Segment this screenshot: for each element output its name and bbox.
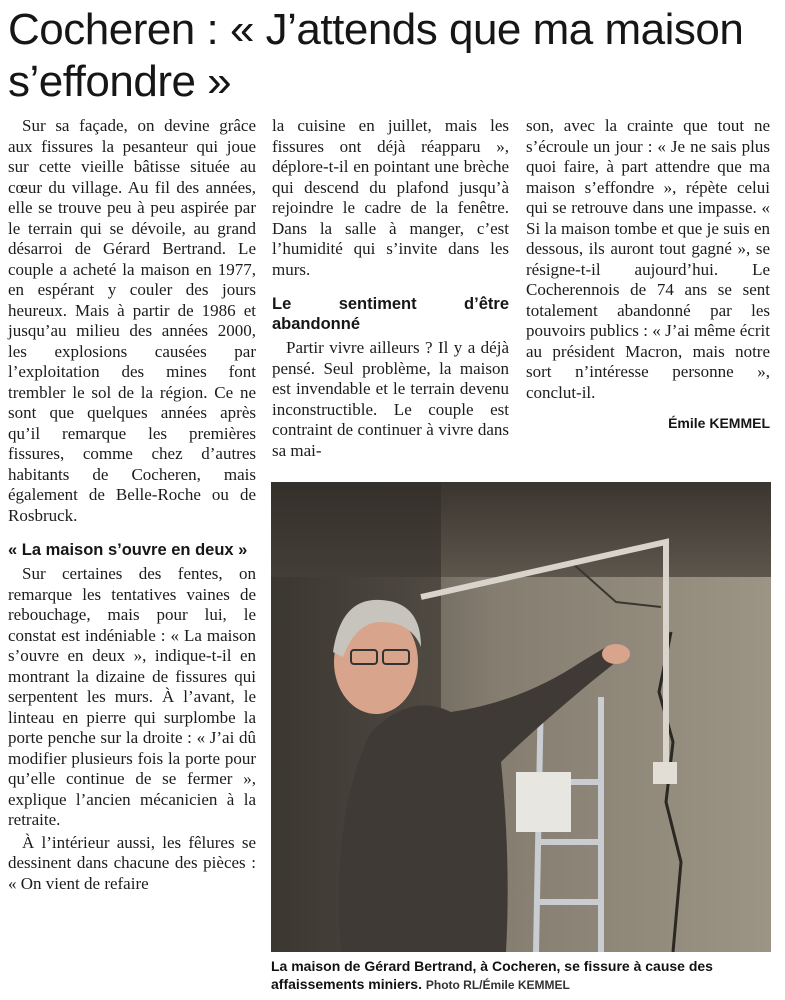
subheading: Le sentiment d’être abandonné <box>272 295 509 333</box>
photo-caption <box>271 957 771 994</box>
paragraph: Sur certaines des fentes, on remarque les tentatives vaines de rebouchage, mais pour lui, le constat est indéniable : « La maison s’ouvre en deux », indique-t-il en montrant la dizaine de fissures qui serpentent les murs. À l’avant, le linteau en pierre qui surplombe la porte penche sur la droite : « J’ai dû modifier plusieurs fois la porte pour qu’elle continue de se fermer », explique l’ancien mécanicien à la retraite. <box>8 564 256 829</box>
article-headline: Cocheren : « J’attends que ma maison s’effondre » <box>8 5 744 106</box>
photo-credit: Photo RL/Émile KEMMEL <box>425 978 570 992</box>
article-column-1 <box>8 116 256 894</box>
article-column-3 <box>526 116 770 434</box>
subheading: « La maison s’ouvre en deux » <box>8 541 248 559</box>
caption-text: La maison de Gérard Bertrand, à Cocheren, se fissure à cause des affaissements miniers. <box>271 958 713 992</box>
paragraph: son, avec la crainte que tout ne s’écroule un jour : « Je ne sais plus quoi faire, à part attendre que ma maison s’effondre », répète celui qui se retrouve dans une impasse. « Si la maison tombe et que je suis en dessous, ils auront tout gagné », se résigne-t-il aujourd’hui. Le Cocherennois de 74 ans se sent totalement abandonné par les pouvoirs publics : « J’ai même écrit au président Macron, mais notre sort n’intéresse personne », conclut-il. <box>526 116 770 402</box>
article-column-2 <box>272 116 509 461</box>
paragraph: Partir vivre ailleurs ? Il y a déjà pensé. Seul problème, la maison est invendable et le terrain devenu inconstructible. Le couple est contraint de continuer à vivre dans sa mai- <box>272 338 509 460</box>
paragraph: Sur sa façade, on devine grâce aux fissures la pesanteur qui joue sur cette vieille bâtisse située au cœur du village. Au fil des années, elle se trouve peu à peu aspirée par le terrain qui se dévoile, au grand désarroi de Gérard Bertrand. Le couple a acheté la maison en 1977, en espérant y couler des jours heureux. Mais à partir de 1986 et jusqu’au milieu des années 2000, les explosions causées par l’exploitation des mines font trembler le sol de la région. Ce ne sont que quelques années après qu’il remarque les premières fissures, comme chez d’autres habitants de Cocheren, mais également de Belle-Roche ou de Rosbruck. <box>8 116 256 525</box>
photo-illustration <box>271 482 771 952</box>
paragraph: la cuisine en juillet, mais les fissures ont déjà réapparu », déplore-t-il en pointant une brèche qui descend du plafond jusqu’à rejoindre le cadre de la fenêtre. Dans la salle à manger, c’est l’humidité qui s’invite dans les murs. <box>272 116 509 279</box>
article-photo <box>271 482 771 952</box>
paragraph: À l’intérieur aussi, les fêlures se dessinent dans chacune des pièces : « On vient de refaire <box>8 832 256 893</box>
author-byline: Émile KEMMEL <box>668 415 770 431</box>
